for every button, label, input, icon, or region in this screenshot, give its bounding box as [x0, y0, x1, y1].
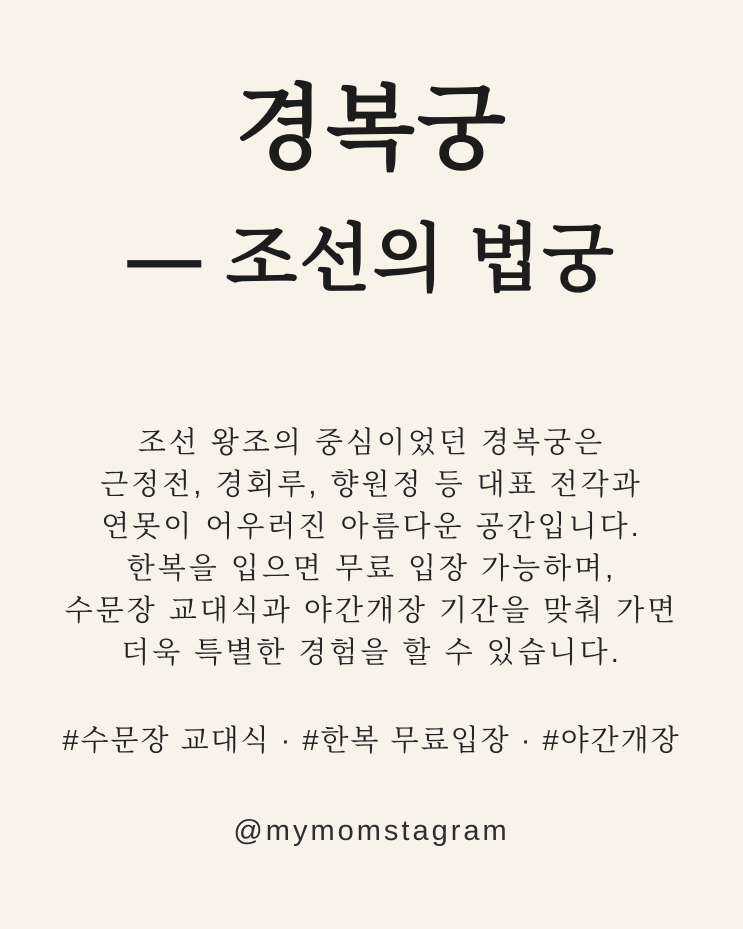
hashtags: #수문장 교대식 · #한복 무료입장 · #야간개장: [62, 724, 681, 757]
description-line: 근정전, 경회루, 향원정 등 대표 전각과: [100, 468, 643, 501]
description-line: 수문장 교대식과 야간개장 기간을 맞춰 가면: [64, 594, 679, 627]
card-subtitle: — 조선의 법궁: [127, 217, 616, 300]
description-paragraph: [22, 422, 722, 674]
instagram-handle: @mymomstagram: [233, 814, 510, 847]
card-title: 경복궁: [235, 78, 508, 180]
description-line: 한복을 입으면 무료 입장 가능하며,: [126, 552, 617, 585]
title-block: [127, 72, 616, 304]
description-line: 연못이 어우러진 아름다운 공간입니다.: [101, 510, 642, 543]
description-line: 더욱 특별한 경험을 할 수 있습니다.: [121, 636, 622, 669]
description-line: 조선 왕조의 중심이었던 경복궁은: [137, 426, 606, 459]
